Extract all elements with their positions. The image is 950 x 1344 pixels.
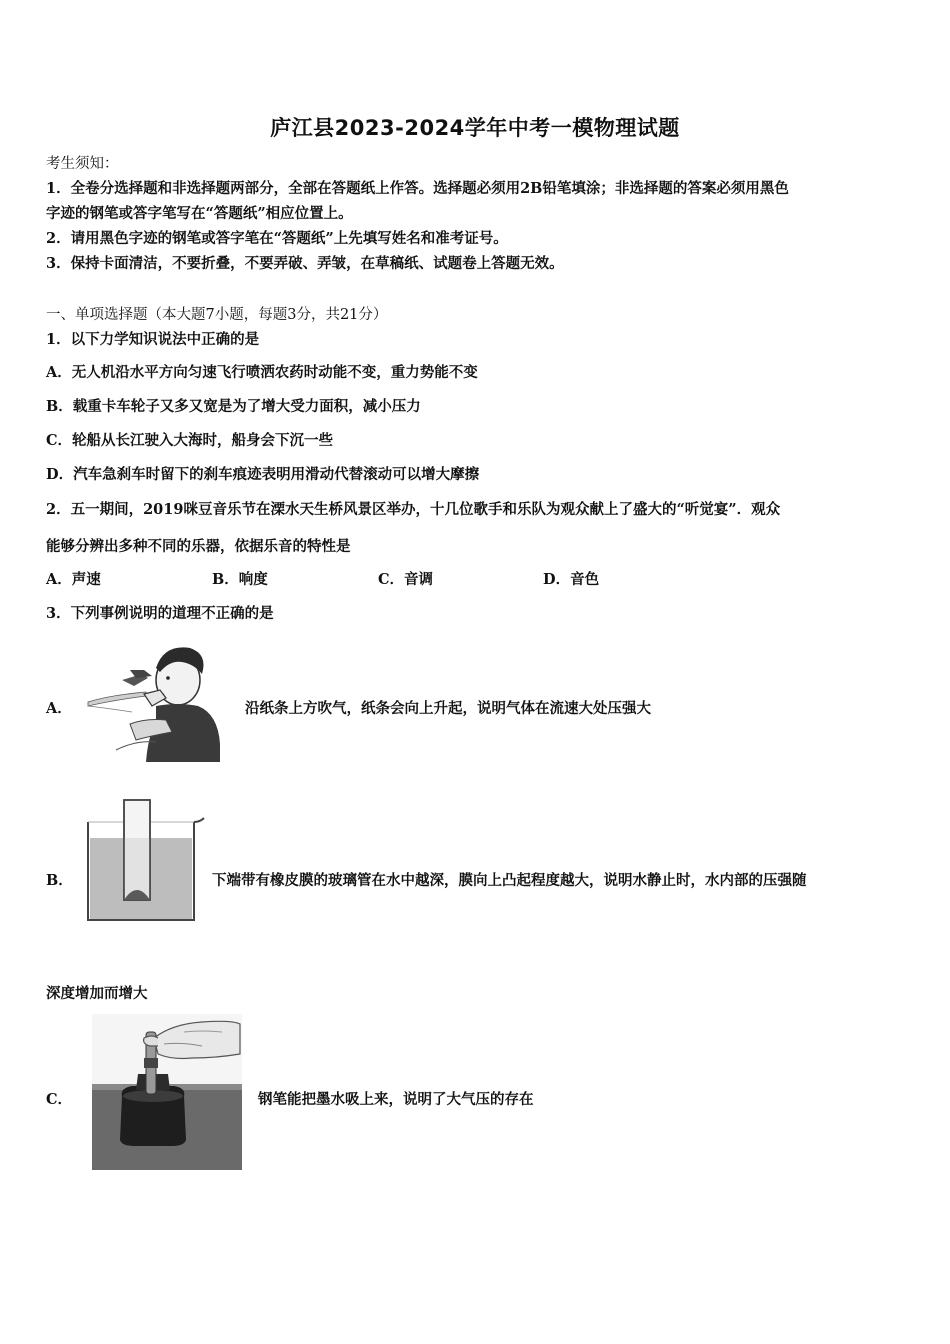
notice-item-2: 2．请用黑色字迹的钢笔或答字笔在“答题纸”上先填写姓名和准考证号。 bbox=[46, 230, 508, 247]
question-1-option-b: B．载重卡车轮子又多又宽是为了增大受力面积，减小压力 bbox=[46, 398, 421, 415]
question-1-option-a: A．无人机沿水平方向匀速飞行喷洒农药时动能不变，重力势能不变 bbox=[46, 364, 478, 381]
question-3-option-a-label: A． bbox=[46, 700, 72, 717]
question-1-stem: 1．以下力学知识说法中正确的是 bbox=[46, 331, 260, 348]
question-2-option-a: A．声速 bbox=[46, 571, 101, 588]
notice-item-1-line-1: 1．全卷分选择题和非选择题两部分，全部在答题纸上作答。选择题必须用2B铅笔填涂；非选择题的答案必须用黑色 bbox=[46, 180, 789, 197]
question-3-stem: 3．下列事例说明的道理不正确的是 bbox=[46, 605, 274, 622]
notice-item-3: 3．保持卡面清洁，不要折叠，不要弄破、弄皱，在草稿纸、试题卷上答题无效。 bbox=[46, 255, 564, 272]
question-2-stem-line-2: 能够分辨出多种不同的乐器，依据乐音的特性是 bbox=[46, 538, 351, 555]
question-2-option-d: D．音色 bbox=[543, 571, 600, 588]
question-3-option-a-text: 沿纸条上方吹气，纸条会向上升起，说明气体在流速大处压强大 bbox=[245, 700, 651, 717]
notice-heading: 考生须知： bbox=[46, 156, 119, 172]
section-heading: 一、单项选择题（本大题7小题，每题3分，共21分） bbox=[46, 307, 388, 323]
notice-item-1-line-2: 字迹的钢笔或答字笔写在“答题纸”相应位置上。 bbox=[46, 205, 353, 222]
question-3-option-b-label: B． bbox=[46, 872, 73, 889]
question-1-option-c: C．轮船从长江驶入大海时，船身会下沉一些 bbox=[46, 432, 334, 449]
question-1-option-d: D．汽车急刹车时留下的刹车痕迹表明用滑动代替滚动可以增大摩擦 bbox=[46, 466, 480, 483]
question-3-option-c-label: C． bbox=[46, 1091, 73, 1108]
figure-pen-drawing-ink bbox=[92, 1014, 242, 1170]
figure-glass-tube-in-water bbox=[84, 796, 210, 926]
question-2-option-b: B．响度 bbox=[212, 571, 268, 588]
page-title: 庐江县2023-2024学年中考一模物理试题 bbox=[270, 116, 680, 140]
question-3-option-b-text: 下端带有橡皮膜的玻璃管在水中越深，膜向上凸起程度越大，说明水静止时，水内部的压强随 bbox=[212, 872, 807, 889]
question-3-option-c-text: 钢笔能把墨水吸上来，说明了大气压的存在 bbox=[258, 1091, 534, 1108]
question-2-option-c: C．音调 bbox=[378, 571, 434, 588]
figure-blowing-paper bbox=[86, 640, 222, 762]
question-3-option-b-text-continued: 深度增加而增大 bbox=[46, 985, 148, 1002]
question-2-stem-line-1: 2．五一期间，2019咪豆音乐节在溧水天生桥风景区举办，十几位歌手和乐队为观众献上了盛大的“听觉宴”．观众 bbox=[46, 501, 781, 518]
